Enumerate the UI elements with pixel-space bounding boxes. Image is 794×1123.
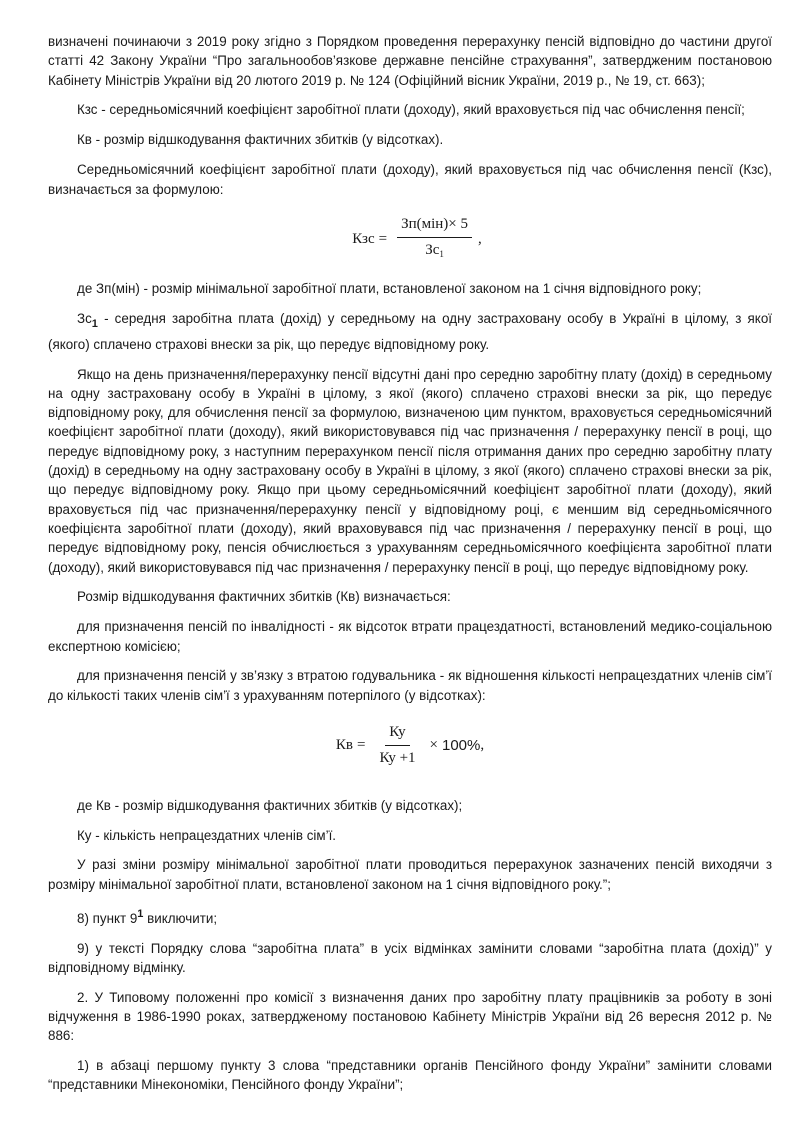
formula-lhs: Кзс: [352, 230, 375, 247]
paragraph: У разі зміни розміру мінімальної заробітної плати проводиться перерахунок зазначених пенсій виходячи з розміру мінімальної заробітної плати, встановленої законом на 1 січня відповідного року.”;: [48, 857, 772, 892]
document-page: [48, 32, 772, 1105]
paragraph-superscript: 1: [137, 907, 144, 920]
formula-equals: =: [356, 737, 366, 753]
paragraph: Середньомісячний коефіцієнт заробітної плати (доходу), який враховується під час обчислення пенсії (Кзс), визначається за формулою:: [48, 162, 772, 197]
formula-numerator: Зп(мін)× 5: [397, 215, 472, 238]
paragraph: 9) у тексті Порядку слова “заробітна плата” в усіх відмінках замінити словами “заробітна плата (дохід)” у відповідному відмінку.: [48, 940, 772, 975]
paragraph: Кзс - середньомісячний коефіцієнт заробітної плати (доходу), який враховується під час обчислення пенсії;: [77, 102, 745, 118]
paragraph-subscript: 1: [91, 318, 98, 331]
formula-equals: =: [378, 230, 388, 247]
formula-numerator: Ку: [385, 723, 409, 746]
formula-lhs: Кв: [335, 737, 353, 753]
paragraph: Якщо на день призначення/перерахунку пенсії відсутні дані про середню заробітну плату (дохід) в середньому на одну застраховану особу в Україні в цілому, з якої (якого) сплачено страхові внески за рік, що передує відповідному року, для обчислення пенсії за формулою, визначеною цим пунктом, враховується середньомісячний коефіцієнт заробітної плати (доходу), який використовувався під час призначення / перерахунку пенсії в році, що передує відповідному року, з наступним перерахунком пенсії після отримання даних про середню заробітну плату (дохід) в середньому на одну застраховану особу в Україні в цілому, з якої (якого) сплачено страхові внески за рік, що передує відповідному року. Якщо при цьому середньомісячний коефіцієнт заробітної плати (доходу), який враховується під час призначення/перерахунку пенсії у відповідному році, є меншим від середньомісячного коефіцієнта заробітної плати (доходу), який враховувався під час призначення / перерахунку пенсії в році, що передує відповідному року, пенсія обчислюється з урахуванням середньомісячного коефіцієнта заробітної плати (доходу), який використовувався під час призначення / перерахунку пенсії в році, що передує відповідному року.: [48, 366, 772, 575]
formula-fraction: [397, 215, 472, 265]
paragraph: Розмір відшкодування фактичних збитків (Кв) визначається:: [77, 589, 451, 605]
formula-times: ×: [429, 737, 438, 753]
paragraph-rest: виключити;: [143, 910, 218, 926]
formula-kv: [48, 716, 772, 776]
paragraph: 2. У Типовому положенні про комісії з визначення даних про заробітну плату працівників за роботу в зоні відчуження в 1986-1990 роках, затвердженому постановою Кабінету Міністрів України від 26 вересня 2012 р. № 886:: [48, 989, 772, 1044]
paragraph: 1) в абзаці першому пункту 3 слова “представники органів Пенсійного фонду України” замінити словами “представники Мінекономіки, Пенсійного фонду України”;: [48, 1058, 772, 1093]
paragraph: Кв - розмір відшкодування фактичних збитків (у відсотках).: [77, 132, 444, 148]
paragraph-rest: - середня заробітна плата (дохід) у середньому на одну застраховану особу в Україні в цілому, з якої (якого) сплачено страхові внески за рік, що передує відповідному року.: [48, 311, 772, 352]
paragraph: для призначення пенсій по інвалідності - як відсоток втрати працездатності, встановлений медико-соціальною експертною комісією;: [48, 619, 772, 654]
paragraph: [48, 905, 772, 928]
paragraph-prefix: 8) пункт 9: [77, 910, 138, 926]
formula-denominator: Ку +1: [379, 750, 416, 767]
paragraph: [48, 309, 772, 354]
paragraph: де Зп(мін) - розмір мінімальної заробітної плати, встановленої законом на 1 січня відповідного року;: [77, 281, 702, 297]
paragraph: визначені починаючи з 2019 року згідно з Порядком проведення перерахунку пенсій відповідно до частини другої статті 42 Закону України “Про загальнообов’язкове державне пенсійне страхування”, затвердженим постановою Кабінету Міністрів України від 20 лютого 2019 р. № 124 (Офіційний вісник України, 2019 р., № 19, ст. 663);: [48, 34, 772, 88]
formula-denominator-sub: 1: [439, 248, 444, 259]
paragraph: де Кв - розмір відшкодування фактичних збитків (у відсотках);: [77, 797, 463, 813]
formula-denominator-main: Зс: [425, 241, 440, 258]
formula-fraction: [375, 723, 419, 769]
formula-percent: 100%: [442, 737, 481, 754]
formula-trailing: ,: [480, 737, 485, 753]
paragraph: Ку - кількість непрацездатних членів сім’ї.: [77, 827, 337, 843]
paragraph-prefix: Зс: [77, 311, 92, 327]
formula-kzs: [48, 209, 772, 269]
formula-trailing: ,: [478, 230, 482, 247]
paragraph: для призначення пенсій у зв’язку з втратою годувальника - як відношення кількості непрацездатних членів сім’ї до кількості таких членів сім’ї з урахуванням потерпілого (у відсотках):: [48, 668, 772, 703]
formula-denominator: [421, 238, 448, 264]
